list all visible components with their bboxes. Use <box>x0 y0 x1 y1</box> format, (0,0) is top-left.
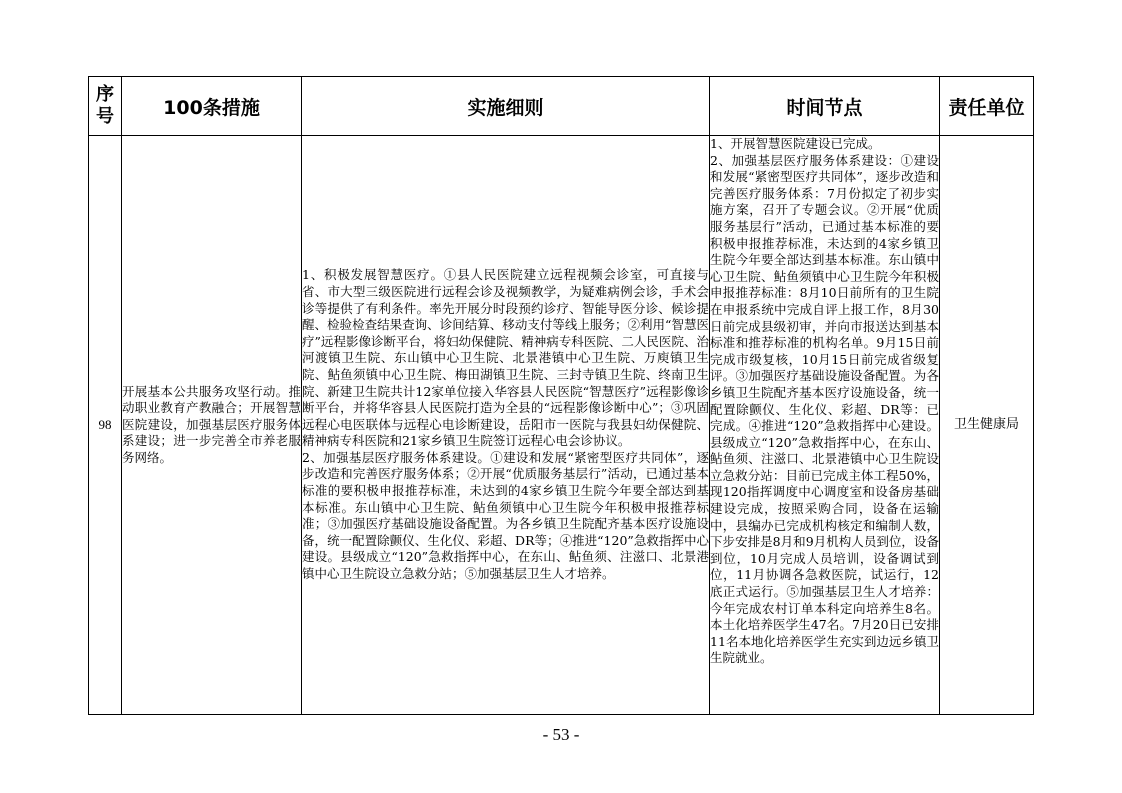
table-row <box>89 136 1034 715</box>
timeline-paragraph: 1、开展智慧医院建设已完成。 <box>710 136 881 151</box>
header-measure: 100条措施 <box>122 77 302 136</box>
row-unit: 卫生健康局 <box>940 136 1034 715</box>
header-detail: 实施细则 <box>302 77 710 136</box>
row-seq: 98 <box>89 136 122 715</box>
measure-text: 开展基本公共服务攻坚行动。推动职业教育产教融合；开展智慧医院建设，加强基层医疗服务体系建设；进一步完善全市养老服务网络。 <box>122 383 301 465</box>
page-number: - 53 - <box>542 725 580 744</box>
detail-paragraph: 1、积极发展智慧医疗。①县人民医院建立远程视频会诊室，可直接与省、市大型三级医院进行远程会诊及视频教学，为疑难病例会诊，手术会诊等提供了有利条件。率先开展分时段预约诊疗、智能导医分诊、候诊提醒、检验检查结果查询、诊间结算、移动支付等线上服务；②利用“智慧医疗”远程影像诊断平台，将妇幼保健院、精神病专科医院、二人民医院、治河渡镇卫生院、东山镇中心卫生院、北景港镇中心卫生院、万庾镇卫生院、鲇鱼须镇中心卫生院、梅田湖镇卫生院、三封寺镇卫生院、终南卫生院、新建卫生院共计12家单位接入华容县人民医院“智慧医疗”远程影像诊断平台，并将华容县人民医院打造为全县的“远程影像诊断中心”；③巩固远程心电医联体与远程心电诊断建设，岳阳市一医院与我县妇幼保健院、精神病专科医院和21家乡镇卫生院签订远程心电会诊协议。 <box>302 267 709 449</box>
measures-table <box>88 76 1034 715</box>
timeline-paragraph: 2、加强基层医疗服务体系建设：①建设和发展“紧密型医疗共同体”，逐步改造和完善医疗服务体系：7月份拟定了初步实施方案，召开了专题会议。②开展“优质服务基层行”活动，已通过基本标准的要积极申报推荐标准，未达到的4家乡镇卫生院今年要全部达到基本标准。东山镇中心卫生院、鲇鱼须镇中心卫生院今年积极申报推荐标准：8月10日前所有的卫生院在申报系统中完成自评上报工作，8月30日前完成县级初审，并向市报送达到基本标准和推荐标准的机构名单。9月15日前完成市级复核，10月15日前完成省级复评。③加强医疗基础设施设备配置。为各乡镇卫生院配齐基本医疗设施设备，统一配置除颤仪、生化仪、彩超、DR等：已完成。④推进“120”急救指挥中心建设。县级成立“120”急救指挥中心，在东山、鲇鱼须、注滋口、北景港镇中心卫生院设立急救分站：目前已完成主体工程50%，现120指挥调度中心调度室和设备房基础建设完成，按照采购合同，设备在运输中，县编办已完成机构核定和编制人数，下步安排是8月和9月机构人员到位，设备到位，10月完成人员培训，设备调试到位，11月协调各急救医院，试运行，12底正式运行。⑤加强基层卫生人才培养：今年完成农村订单本科定向培养生8名。本土化培养医学生47名。7月20日已安排11名本地化培养医学生充实到边远乡镇卫生院就业。 <box>710 152 939 666</box>
header-seq: 序号 <box>89 77 122 136</box>
row-timeline <box>710 136 940 715</box>
table-header-row <box>89 77 1034 136</box>
row-detail <box>302 136 710 715</box>
detail-paragraph: 2、加强基层医疗服务体系建设。①建设和发展“紧密型医疗共同体”，逐步改造和完善医疗服务体系；②开展“优质服务基层行”活动，已通过基本标准的要积极申报推荐标准，未达到的4家乡镇卫生院今年要全部达到基本标准。东山镇中心卫生院、鲇鱼须镇中心卫生院今年积极申报推荐标准；③加强医疗基础设施设备配置。为各乡镇卫生院配齐基本医疗设施设备，统一配置除颤仪、生化仪、彩超、DR等；④推进“120”急救指挥中心建设。县级成立“120”急救指挥中心，在东山、鲇鱼须、注滋口、北景港镇中心卫生院设立急救分站；⑤加强基层卫生人才培养。 <box>302 449 709 582</box>
row-measure <box>122 136 302 715</box>
header-timeline: 时间节点 <box>710 77 940 136</box>
header-unit: 责任单位 <box>940 77 1034 136</box>
